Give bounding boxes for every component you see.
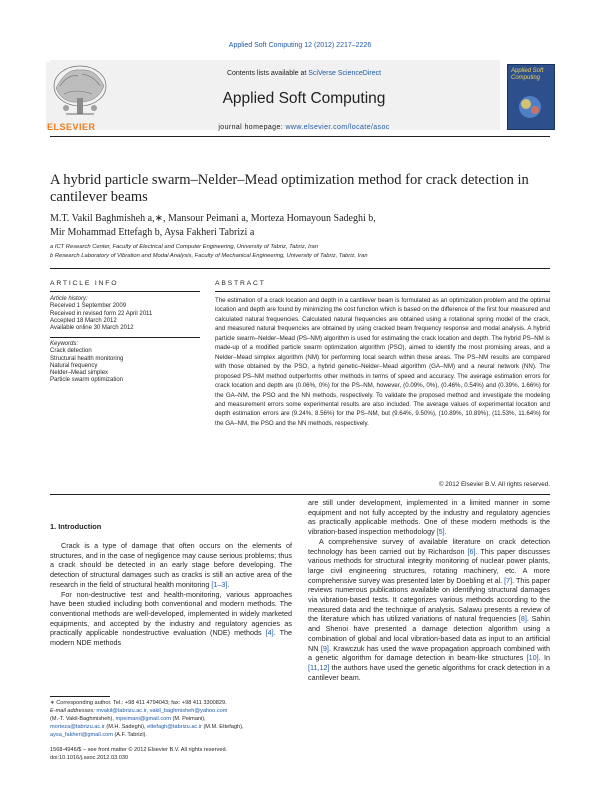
article-title: A hybrid particle swarm–Nelder–Mead optimization method for crack detection in cantilever beams	[50, 172, 529, 205]
history-heading: Article history:	[50, 296, 88, 302]
paragraph	[50, 541, 292, 590]
article-history	[50, 296, 200, 332]
journal-citation[interactable]: Applied Soft Computing 12 (2012) 2217–2226	[228, 42, 372, 49]
paragraph	[308, 537, 550, 683]
email-link[interactable]: aysa_fakheri@gmail.com	[50, 732, 113, 738]
author-list	[50, 212, 550, 240]
affiliation-a: a ICT Research Center, Faculty of Electrical and Computer Engineering, University of Tabriz, Tabriz, Iran	[50, 244, 318, 250]
citation-link[interactable]: [5]	[436, 527, 445, 537]
keyword-item: Nelder–Mead simplex	[50, 370, 109, 377]
paragraph-text: . Sahin and Shenoi have presented a damage detection algorithm using a combination of global and local vibration-based data as input to an artificial NN	[308, 614, 550, 653]
citation-link[interactable]: [11,12]	[308, 662, 330, 672]
journal-name: Applied Soft Computing	[222, 90, 386, 107]
keyword-item: Natural frequency	[50, 362, 98, 369]
keyword-item: Structural health monitoring	[50, 355, 124, 362]
history-accepted: Accepted 18 March 2012	[50, 317, 117, 324]
keywords-rule	[50, 337, 200, 338]
abstract-copyright: © 2012 Elsevier B.V. All rights reserved.	[438, 481, 550, 488]
author-line-2: Mir Mohammad Ettefagh b, Aysa Fakheri Tabrizi a	[50, 227, 255, 238]
citation-link[interactable]: [8]	[518, 614, 527, 624]
history-received: Received 1 September 2009	[50, 303, 127, 310]
paragraph-text: . The modern NDE methods	[50, 628, 292, 648]
abstract-rule	[215, 291, 550, 292]
paragraph-text: . This paper discusses various methods for structural integrity monitoring of nuclear power plants, large civil engineering structures, rotating machinery, etc. A more comprehensive survey was presented later by Doebling et al.	[308, 546, 550, 585]
cover-art-icon	[512, 92, 548, 122]
cover-title: Applied Soft Computing	[511, 68, 544, 81]
paragraph-text: the authors have used the genetic algorithms for crack detection in a cantilever beam.	[308, 662, 550, 682]
citation-link[interactable]: [6]	[467, 546, 476, 556]
citation-link[interactable]: [10]	[526, 653, 539, 663]
citation-link[interactable]: [7]	[504, 575, 513, 585]
email-label: E-mail addresses:	[50, 708, 97, 714]
info-top-rule	[50, 268, 550, 269]
journal-homepage	[114, 124, 494, 131]
email-link[interactable]: morteza@tabrizu.ac.ir	[50, 724, 105, 730]
email-link[interactable]: mvakil@tabrizu.ac.ir, vakil_baghmisheh@yahoo.com	[96, 708, 228, 714]
email-link[interactable]: ettefagh@tabrizu.ac.ir	[147, 724, 202, 730]
abstract-text: The estimation of a crack location and depth in a cantilever beam is formulated as an optimization problem and the optimal location and depth are found by minimizing the cost function which is based on the difference of the first four measured and calculated natural frequencies. Calculated natural frequencies are obtained using a rotational spring model of the crack, and measured natural frequencies are obtained by using cracked beam frequency response and modal analysis. A hybrid particle swarm–Nelder–Mead (PS–NM) algorithm is used for estimating the crack location and depth. The hybrid PS–NM is made-up of a modified particle swarm optimization algorithm (PSO), aimed to identify the most promising areas, and a Nelder–Mead simplex algorithm (NM) for performing local search within these areas. The PS–NM results are compared with those obtained by the PSO, a hybrid genetic–Nelder–Mead algorithm (GA–NM) and a neural network (NN). The proposed PS–NM method outperforms other methods in terms of speed and accuracy. The average estimation errors for crack location and depth are (0.06%, 0%) for the PS–NM, however, (0.09%, 0%), (0.46%, 0.54%) and (0.39%, 1.66%) for the GA–NM, the PSO and the NN methods, respectively. To validate the proposed method and investigate the modeling and measurement errors some experimental results are also included. The average values of experimental location and depth estimation errors are (9.24%, 8.56%) for the PS–NM, but (9.64%, 9.50%), (10.89%, 10.89%), (11.53%, 11.64%) for the GA–NM, the PSO and the NN methods, respectively.	[215, 297, 550, 427]
homepage-link[interactable]: www.elsevier.com/locate/asoc	[285, 124, 390, 131]
abstract-heading: ABSTRACT	[215, 280, 266, 287]
paragraph-text: . This paper reviews numerous publications available on identifying structural damages via vibration-based tests. It categorizes various methods according to the measured data and the technique of analysis. Salawu presents a review of the literature which has utilized variations of natural frequencies	[308, 575, 550, 624]
email-note: (M.M. Ettefagh),	[201, 724, 244, 730]
paragraph-text: .	[444, 527, 447, 537]
email-addresses-2	[50, 715, 292, 723]
article-info-rule	[50, 291, 200, 292]
abstract-bottom-rule	[50, 494, 550, 495]
sciencedirect-link[interactable]: SciVerse ScienceDirect	[308, 70, 382, 77]
issn-line: 1568-4946/$ – see front matter © 2012 Elsevier B.V. All rights reserved.	[50, 747, 228, 753]
contents-available-line	[114, 70, 494, 77]
email-addresses	[50, 707, 292, 715]
intro-right-column	[308, 498, 550, 682]
history-online: Available online 30 March 2012	[50, 325, 134, 332]
footnote	[50, 699, 292, 739]
keyword-item: Crack detection	[50, 348, 92, 355]
email-addresses-4	[50, 731, 292, 739]
paragraph-text: . In	[538, 653, 550, 663]
keywords-heading: Keywords:	[50, 341, 79, 347]
footnote-rule	[50, 696, 110, 697]
email-note: (A.F. Tabrizi).	[112, 732, 147, 738]
email-link[interactable]: mpeimani@gmail.com	[115, 716, 171, 722]
homepage-prefix: journal homepage:	[218, 124, 286, 131]
doi-link[interactable]: doi:10.1016/j.asoc.2012.03.030	[50, 754, 129, 761]
intro-left-column	[50, 541, 292, 648]
contents-prefix: Contents lists available at	[226, 70, 309, 77]
elsevier-tree-logo	[46, 62, 114, 128]
keywords	[50, 341, 200, 385]
email-note: (M. Peimani),	[170, 716, 206, 722]
paragraph-text: A comprehensive survey of available literature on crack detection technology has been carried out by Richardson	[308, 536, 550, 556]
paragraph	[50, 590, 292, 648]
history-revised: Received in revised form 22 April 2011	[50, 310, 153, 317]
paragraph-text: For non-destructive test and health-monitoring, various approaches have been studied including both conventional and modern methods. The conventional methods are well-developed, implemented in widely marketed equipments, and accepted by the industry and regulatory agencies as practically applicable nondestructive evaluation (NDE) methods	[50, 589, 292, 638]
affiliation-b: b Research Laboratory of Vibration and Modal Analysis, Faculty of Mechanical Engineering, University of Tabriz, Tabriz, Iran	[50, 253, 368, 259]
paragraph-text: . Krawczuk has used the wave propagation approach combined with a genetic algorithm for damage detection in beam-like structures	[308, 643, 550, 663]
author-line-1: M.T. Vakil Baghmisheh a,∗, Mansour Peimani a, Morteza Homayoun Sadeghi b,	[50, 213, 376, 224]
keyword-item: Particle swarm optimization	[50, 377, 124, 384]
citation-link[interactable]: [1–3]	[211, 579, 228, 589]
email-addresses-3	[50, 723, 292, 731]
citation-link[interactable]: [9]	[320, 643, 329, 653]
publisher-name: ELSEVIER	[47, 122, 96, 132]
paragraph-text: .	[227, 579, 230, 589]
header-rule	[50, 136, 550, 137]
issn-doi-block	[50, 747, 310, 762]
paragraph	[308, 498, 550, 537]
citation-link[interactable]: [4]	[265, 628, 274, 638]
section-heading-introduction: 1. Introduction	[50, 522, 102, 531]
corresponding-author: ∗ Corresponding author. Tel.: +98 411 4794043; fax: +98 411 3300829.	[50, 700, 227, 706]
email-note: (M.H. Sadeghi),	[104, 724, 148, 730]
email-note: (M.-T. Vakil-Baghmisheh),	[50, 716, 116, 722]
paragraph-text: are still under development, implemented in a limited manner in some equipment and not fully accepted by the industry and regulatory agencies as practically applicable methods. One of these modern methods is the vibration-based inspection methodology	[308, 498, 550, 537]
article-info-heading: ARTICLE INFO	[50, 280, 119, 287]
paragraph-text: Crack is a type of damage that often occurs on the elements of structures, and in the case of negligence may cause serious problems; thus a crack should be detected in an early stage before developing. The detection of structural damages such as cracks is still an active area of the research in the field of structural health monitoring	[50, 541, 292, 589]
